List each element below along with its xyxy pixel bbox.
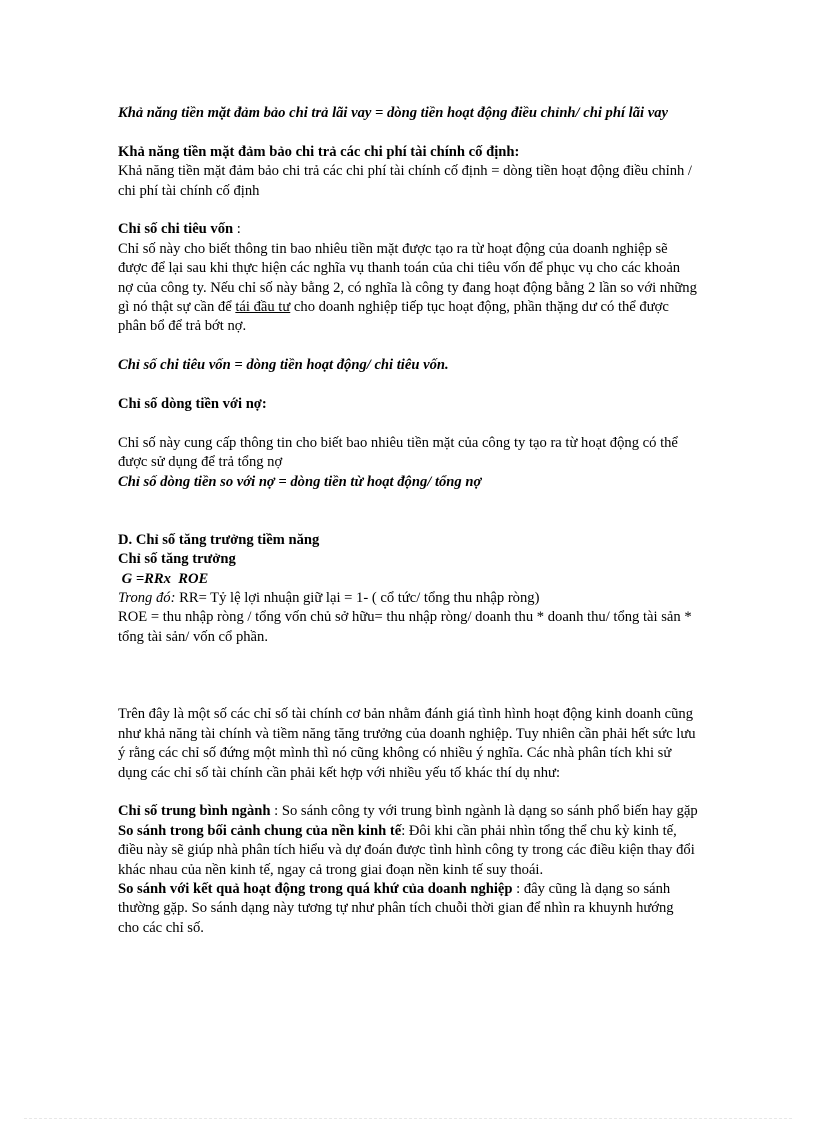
capex-text-2: cho doanh nghiệp tiếp tục hoạt động, phần thặng dư có thể được phân bổ để trả bớt nợ. xyxy=(118,299,669,335)
interest-coverage-formula: Khả năng tiền mặt đảm bảo chi trả lãi vay = dòng tiền hoạt động điều chỉnh/ chi phí lãi vay xyxy=(118,105,668,121)
conclusion-text: Trên đây là một số các chỉ số tài chính cơ bản nhằm đánh giá tình hình hoạt động kinh doanh cũng như khả năng tài chính và tiềm năng tăng trưởng của doanh nghiệp. Tuy nhiên cần phải hết sức lưu ý rằng các chỉ số đứng một mình thì nó cũng không có nhiều ý nghĩa. Các nhà phân tích khi sử dụng các chỉ số tài chính cần phải kết hợp với nhiều yếu tố khác thí dụ như: xyxy=(118,706,696,781)
comparison-item xyxy=(118,802,698,821)
growth-where-text: RR= Tỷ lệ lợi nhuận giữ lại = 1- ( cổ tức/ tổng thu nhập ròng) xyxy=(175,590,540,607)
comparison-text: : Đôi khi cần phải nhìn tổng thể chu kỳ kinh tế, điều này sẽ giúp nhà phân tích hiểu và dự đoán được tình hình công ty trong các điều kiện thay đổi khác nhau của nền kinh tế, ngay cả trong giai đoạn nền kinh tế suy thoái. xyxy=(118,822,695,878)
comparison-label: So sánh với kết quả hoạt động trong quá khứ của doanh nghiệp xyxy=(118,880,513,897)
growth-where-line xyxy=(118,589,698,608)
comparison-text: : đây cũng là dạng so sánh thường gặp. So sánh dạng này tương tự như phân tích chuỗi thời gian để nhìn ra khuynh hướng cho các chỉ số. xyxy=(118,880,674,936)
fixed-charges-text: Khả năng tiền mặt đảm bảo chi trả các chi phí tài chính cố định = dòng tiền hoạt động điều chỉnh / chi phí tài chính cố định xyxy=(118,163,692,199)
document-page xyxy=(118,104,698,938)
comparison-label: So sánh trong bối cảnh chung của nền kinh tế xyxy=(118,822,402,839)
cash-debt-heading: Chỉ số dòng tiền với nợ: xyxy=(118,396,267,413)
cash-debt-formula: Chỉ số dòng tiền so với nợ = dòng tiền từ hoạt động/ tổng nợ xyxy=(118,473,482,490)
growth-section-title: D. Chỉ số tăng trưởng tiềm năng xyxy=(118,531,320,548)
capex-paragraph xyxy=(118,240,698,337)
page-bottom-divider xyxy=(24,1118,792,1119)
growth-where-label: Trong đó: xyxy=(118,590,176,607)
comparison-label: Chỉ số trung bình ngành xyxy=(118,803,271,820)
capex-formula: Chỉ số chi tiêu vốn = dòng tiền hoạt động/ chi tiêu vốn. xyxy=(118,357,449,374)
comparison-text: : So sánh công ty với trung bình ngành là dạng so sánh phổ biến hay gặp xyxy=(270,803,698,820)
capex-heading-suffix: : xyxy=(233,221,241,238)
reinvest-link[interactable]: tái đầu tư xyxy=(235,299,291,316)
roe-text: ROE = thu nhập ròng / tổng vốn chủ sở hữu= thu nhập ròng/ doanh thu * doanh thu/ tổng tài sản * tổng tài sản/ vốn cổ phần. xyxy=(118,609,692,645)
capex-text-1: Chỉ số này cho biết thông tin bao nhiêu tiền mặt được tạo ra từ hoạt động của doanh nghiệp sẽ được để lại sau khi thực hiện các nghĩa vụ thanh toán của chi tiêu vốn để phục vụ cho các khoản nợ của công ty. Nếu chỉ số này bằng 2, có nghĩa là công ty đang hoạt động bằng 2 lần so với những gì nó thật sự cần để xyxy=(118,240,697,316)
growth-heading: Chỉ số tăng trưởng xyxy=(118,551,236,568)
cash-debt-text: Chỉ số này cung cấp thông tin cho biết bao nhiêu tiền mặt của công ty tạo ra từ hoạt động có thể được sử dụng để trả tổng nợ xyxy=(118,434,678,471)
comparison-item xyxy=(118,822,698,880)
capex-heading-line xyxy=(118,220,698,239)
growth-formula: G =RRx ROE xyxy=(118,570,209,587)
fixed-charges-heading: Khả năng tiền mặt đảm bảo chi trả các chi phí tài chính cố định: xyxy=(118,143,520,160)
capex-heading: Chỉ số chi tiêu vốn xyxy=(118,221,234,238)
comparison-item xyxy=(118,880,698,938)
